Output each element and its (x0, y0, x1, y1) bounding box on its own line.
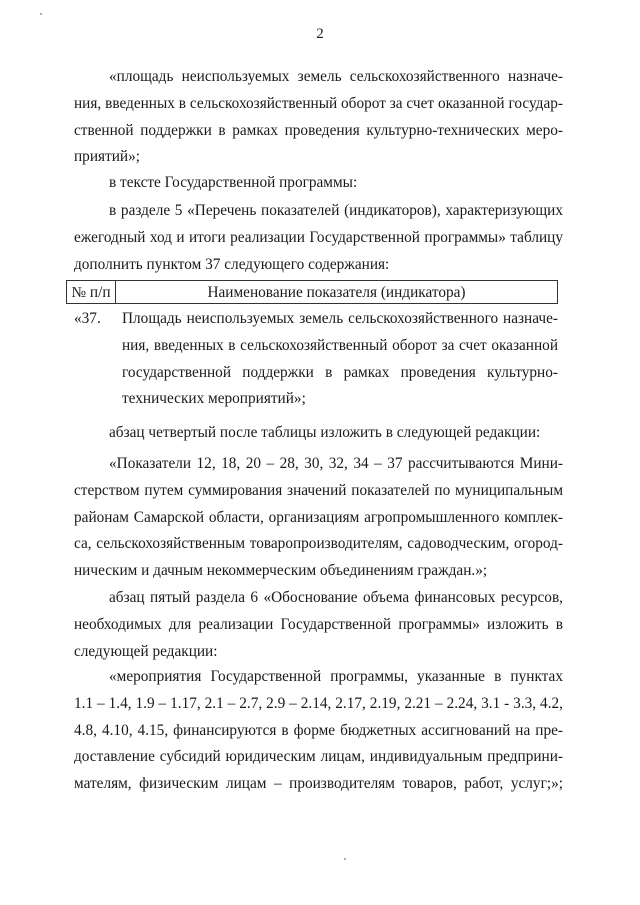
scan-speck (344, 858, 346, 860)
text-line: дополнить пунктом 37 следующего содержания: (74, 255, 390, 273)
header-name-cell: Наименование показателя (индикатора) (207, 284, 466, 301)
paragraph-quote-indicator (74, 64, 563, 171)
text-line: ния, введенных в сельскохозяйственный оборот за счет оказанной государ- (74, 94, 563, 112)
text-line: 1.1 – 1.4, 1.9 – 1.17, 2.1 – 2.7, 2.9 – 2.14, 2.17, 2.19, 2.21 – 2.24, 3.1 - 3.3, 4.2, (74, 694, 563, 712)
text-line: 4.8, 4.10, 4.15, финансируются в форме бюджетных ассигнований на пре- (74, 721, 563, 739)
text-line: районам Самарской области, организациям агропромышленного комплек- (74, 508, 563, 526)
text-line: следующей редакции: (74, 642, 218, 660)
text-line: приятий»; (74, 148, 141, 166)
row-number: «37. (74, 310, 101, 327)
text-line: са, сельскохозяйственным товаропроизводителям, садоводческим, огород- (74, 535, 563, 553)
text-line: абзац четвертый после таблицы изложить в следующей редакции: (109, 424, 541, 441)
text-line: Площадь неиспользуемых земель сельскохозяйственного назначе- (122, 310, 558, 327)
paragraph-fourth-abzac (74, 420, 563, 447)
text-line: необходимых для реализации Государственной программы» изложить в (74, 615, 563, 633)
text-line: стерством путем суммирования значений показателей по муниципальным (74, 481, 563, 499)
text-line: абзац пятый раздела 6 «Обоснование объема финансовых ресурсов, (109, 589, 563, 606)
text-line: «мероприятия Государственной программы, указанные в пунктах (109, 668, 563, 685)
row-indicator-name (122, 306, 558, 413)
paragraph-program-text (74, 170, 563, 197)
paragraph-program-measures (74, 664, 563, 798)
scan-speck (40, 13, 42, 15)
paragraph-indicators-calc (74, 451, 563, 585)
text-line: ническим и дачным некоммерческим объединениям граждан.»; (74, 562, 488, 580)
paragraph-section-6 (74, 585, 563, 665)
text-line: доставление субсидий юридическим лицам, индивидуальным предприни- (74, 748, 563, 766)
text-line: ния, введенных в сельскохозяйственный оборот за счет оказанной (122, 336, 558, 354)
text-line: мателям, физическим лицам – производителям товаров, работ, услуг;»; (74, 775, 563, 793)
text-line: «Показатели 12, 18, 20 – 28, 30, 32, 34 – 37 рассчитываются Мини- (109, 455, 563, 472)
header-number-cell: № п/п (67, 281, 116, 303)
paragraph-section-5 (74, 198, 563, 278)
text-line: в разделе 5 «Перечень показателей (индикаторов), характеризующих (109, 202, 563, 219)
text-line: ежегодный ход и итоги реализации Государственной программы» таблицу (74, 228, 563, 246)
text-line: ственной поддержки в рамках проведения культурно-технических меро- (74, 121, 563, 139)
text-line: государственной поддержки в рамках проведения культурно- (122, 363, 558, 381)
page-number: 2 (316, 26, 324, 42)
text-line: технических мероприятий»; (122, 390, 306, 408)
indicator-table-header (66, 280, 558, 304)
text-line: в тексте Государственной программы: (109, 174, 358, 191)
text-line: «площадь неиспользуемых земель сельскохозяйственного назначе- (109, 68, 563, 85)
